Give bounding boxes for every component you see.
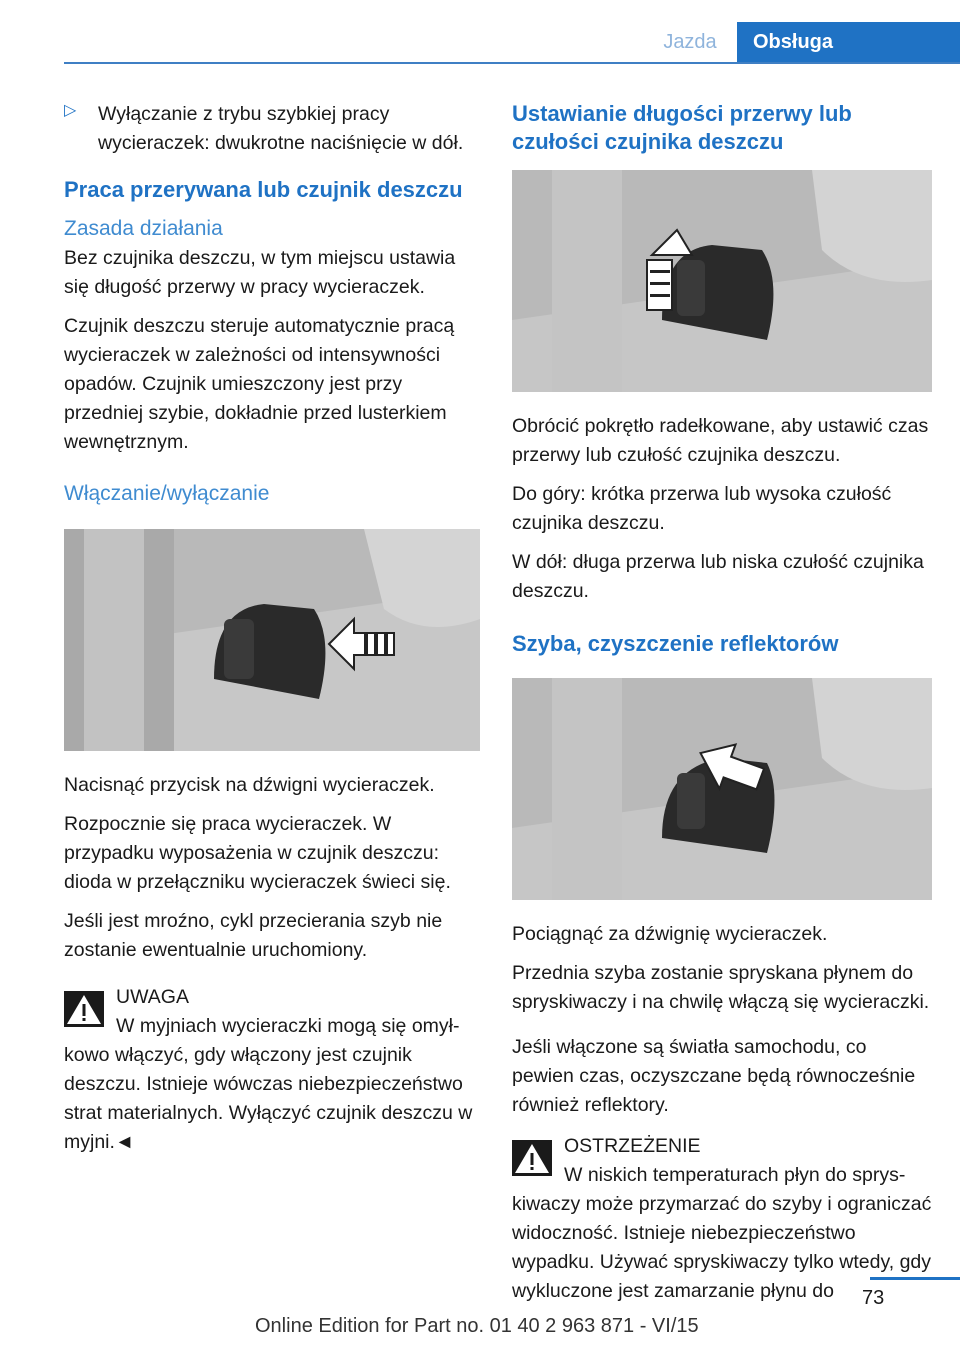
warning-title: UWAGA: [116, 986, 189, 1008]
header-tab-obsluga[interactable]: Obsługa: [737, 22, 960, 62]
photo-wiper-pull: [512, 678, 932, 900]
warning-block-ostrzezenie: [512, 1132, 932, 1306]
para-ustawianie-1: Obrócić pokrętło radełkowane, aby ustawić czas przerwy lub czułość czujnika deszczu.: [512, 415, 929, 466]
warning-triangle-icon: [512, 1140, 552, 1176]
photo-wiper-button: [64, 529, 480, 751]
para-zasada-1: Bez czujnika deszczu, w tym miejscu ustawia się długość przerwy w pracy wycieraczek.: [64, 247, 456, 298]
para-wlaczanie-3: Jeśli jest mroźno, cykl przecierania szyb nie zostanie ewentualnie uruchomiony.: [64, 910, 443, 961]
left-column: [64, 100, 480, 1157]
warning-text-first: W myjniach wycieraczki mogą się omył-: [116, 1015, 460, 1037]
page-number: 73: [862, 1287, 885, 1309]
para-szyba-3: Jeśli włączone są światła samochodu, co pewien czas, oczyszczane będą równocześnie również reflektory.: [512, 1036, 916, 1116]
right-column: [512, 100, 932, 1306]
warning-text-first: W niskich temperaturach płyn do sprys-: [564, 1164, 906, 1186]
heading-ustawianie: Ustawianie długości przerwy lub czułości czujnika deszczu: [512, 101, 852, 154]
photo-knurled-wheel: [512, 170, 932, 392]
para-wlaczanie-1: Nacisnąć przycisk na dźwigni wycieraczek.: [64, 774, 435, 796]
warning-block-uwaga: [64, 983, 480, 1157]
footer-edition: Online Edition for Part no. 01 40 2 963 871 - VI/15: [255, 1315, 699, 1337]
warning-text-rest: kiwaczy może przymarzać do szyby i ograniczać widoczność. Istnieje niebezpieczeństwo wypadku. Używać spryskiwaczy tylko wtedy, gdy wykluczone jest zamarzanie płynu do: [512, 1193, 932, 1302]
bullet-item: [64, 100, 480, 158]
header-tab-jazda[interactable]: Jazda: [663, 31, 717, 53]
heading-zasada: Zasada działania: [64, 217, 223, 240]
warning-triangle-icon: [64, 991, 104, 1027]
para-zasada-2: Czujnik deszczu steruje automatycznie pracą wycieraczek w zależności od intensywności opadów. Czujnik umieszczony jest przy przedniej szybie, dokładnie przed lusterkiem wewnętrznym.: [64, 315, 455, 453]
para-ustawianie-3: W dół: długa przerwa lub niska czułość czujnika deszczu.: [512, 551, 924, 602]
bullet-text: Wyłączanie z trybu szybkiej pracy wycieraczek: dwukrotne naciśnięcie w dół.: [98, 103, 464, 154]
para-szyba-2: Przednia szyba zostanie spryskana płynem do spryskiwaczy i na chwilę włączą się wycieraczki.: [512, 962, 930, 1013]
heading-wlaczanie: Włączanie/wyłączanie: [64, 482, 270, 505]
header-rule: [64, 62, 960, 64]
bullet-triangle-icon: ▷: [64, 102, 77, 119]
warning-title: OSTRZEŻENIE: [564, 1135, 701, 1157]
footer-rule: [870, 1277, 960, 1280]
para-szyba-1: Pociągnąć za dźwignię wycieraczek.: [512, 923, 828, 945]
para-ustawianie-2: Do góry: krótka przerwa lub wysoka czułość czujnika deszczu.: [512, 483, 892, 534]
warning-text-rest: kowo włączyć, gdy włączony jest czujnik deszczu. Istnieje wówczas niebezpieczeństwo strat materialnych. Wyłączyć czujnik deszczu w myjni.◄: [64, 1044, 473, 1153]
heading-szyba: Szyba, czyszczenie reflektorów: [512, 631, 839, 656]
para-wlaczanie-2: Rozpocznie się praca wycieraczek. W przypadku wyposażenia w czujnik deszczu: dioda w przełączniku wycieraczek świeci się.: [64, 813, 451, 893]
heading-praca: Praca przerywana lub czujnik deszczu: [64, 177, 463, 202]
